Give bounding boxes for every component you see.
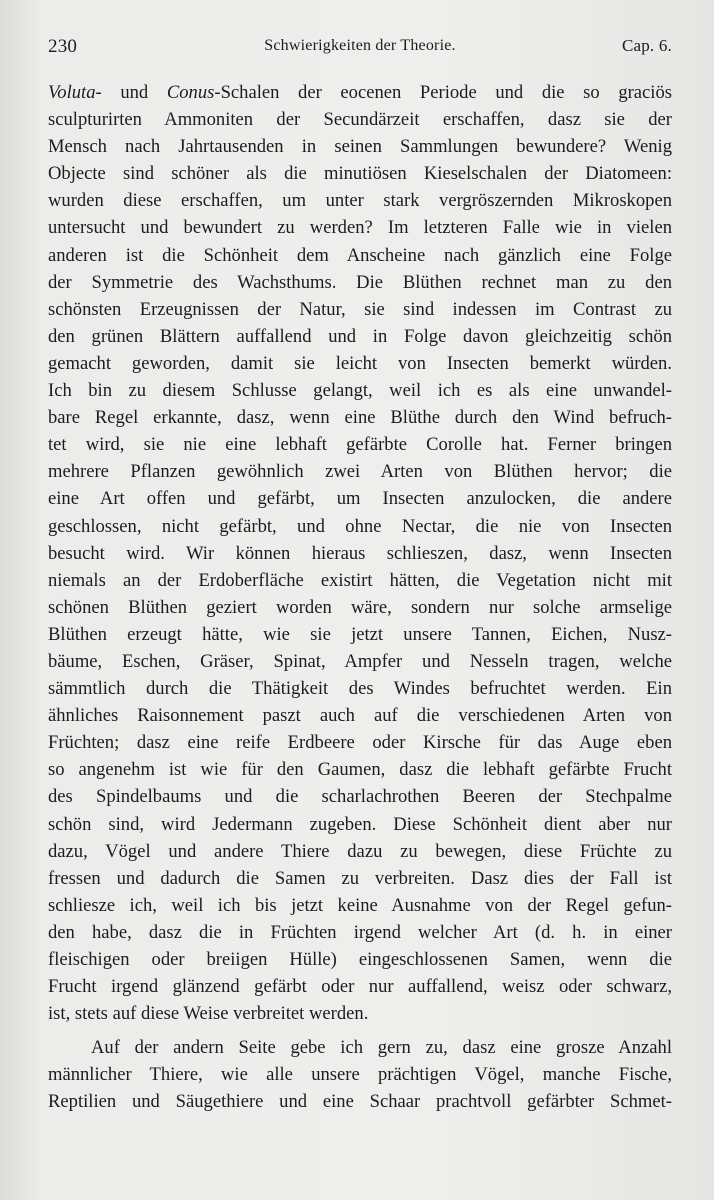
text-line: ist, stets auf diese Weise verbreitet werden.: [48, 1003, 369, 1025]
body-text: [48, 79, 672, 1116]
text-line: besucht wird. Wir können hieraus schlieszen, dasz, wenn Insecten: [48, 542, 672, 564]
text-line: sämmtlich durch die Thätigkeit des Windes befruchtet werden. Ein: [48, 678, 672, 700]
text-line: Objecte sind schöner als die minutiösen Kieselschalen der Diatomeen:: [48, 163, 672, 185]
text-line: bare Regel erkannte, dasz, wenn eine Blüthe durch den Wind befruch-: [48, 407, 672, 429]
text-line: gemacht geworden, damit sie leicht von Insecten bemerkt würden.: [48, 352, 672, 374]
text-line: des Spindelbaums und die scharlachrothen Beeren der Stechpalme: [48, 786, 672, 808]
text-line: schönsten Erzeugnissen der Natur, sie sind indessen im Contrast zu: [48, 298, 672, 320]
text-line: Mensch nach Jahrtausenden in seinen Sammlungen bewundere? Wenig: [48, 136, 672, 158]
page-number: 230: [48, 36, 78, 57]
text-line: den habe, dasz die in Früchten irgend welcher Art (d. h. in einer: [48, 921, 672, 943]
text-line: sculpturirten Ammoniten der Secundärzeit erschaffen, dasz sie der: [48, 109, 672, 131]
text-line: schön sind, wird Jedermann zugeben. Diese Schönheit dient aber nur: [48, 813, 672, 835]
text-line: Blüthen erzeugt hätte, wie sie jetzt unsere Tannen, Eichen, Nusz-: [48, 623, 672, 645]
paragraph-gap: [48, 1027, 672, 1034]
text-line: Auf der andern Seite gebe ich gern zu, dasz eine grosze Anzahl: [91, 1037, 672, 1059]
text-line: schliesze ich, weil ich bis jetzt keine Ausnahme von der Regel gefun-: [48, 894, 672, 916]
text-line: männlicher Thiere, wie alle unsere prächtigen Vögel, manche Fische,: [48, 1064, 672, 1086]
text-line: niemals an der Erdoberfläche existirt hätten, die Vegetation nicht mit: [48, 569, 672, 591]
paragraph: [48, 79, 672, 1027]
text-line: geschlossen, nicht gefärbt, und ohne Nectar, die nie von Insecten: [48, 515, 672, 537]
text-line: untersucht und bewundert zu werden? Im letzteren Falle wie in vielen: [48, 217, 672, 239]
text-line: fleischigen oder breiigen Hülle) eingeschlossenen Samen, wenn die: [48, 949, 672, 970]
chapter-label: Cap. 6.: [621, 36, 672, 55]
text-line: ähnliches Raisonnement paszt auch auf die verschiedenen Arten von: [48, 705, 672, 727]
paragraph: [48, 1034, 672, 1115]
text-line: schönen Blüthen geziert worden wäre, sondern nur solche armselige: [48, 596, 672, 618]
text-line: der Symmetrie des Wachsthums. Die Blüthen rechnet man zu den: [48, 271, 672, 293]
running-title: Schwierigkeiten der Theorie.: [264, 37, 456, 54]
text-line: fressen und dadurch die Samen zu verbreiten. Dasz dies der Fall ist: [48, 867, 672, 889]
text-line: anderen ist die Schönheit dem Anscheine nach gänzlich eine Folge: [48, 244, 672, 266]
text-line: mehrere Pflanzen gewöhnlich zwei Arten von Blüthen hervor; die: [48, 461, 672, 483]
text-line: Früchten; dasz eine reife Erdbeere oder Kirsche für das Auge eben: [48, 732, 672, 754]
text-line: wurden diese erschaffen, um unter stark vergröszernden Mikroskopen: [48, 190, 672, 212]
text-line: Ich bin zu diesem Schlusse gelangt, weil ich es als eine unwandel-: [48, 380, 672, 402]
text-line: bäume, Eschen, Gräser, Spinat, Ampfer und Nesseln tragen, welche: [48, 650, 672, 672]
text-line: tet wird, sie nie eine lebhaft gefärbte Corolle hat. Ferner bringen: [48, 434, 672, 456]
text-line: Frucht irgend glänzend gefärbt oder nur auffallend, weisz oder schwarz,: [48, 976, 672, 998]
text-line: Reptilien und Säugethiere und eine Schaar prachtvoll gefärbter Schmet-: [48, 1091, 672, 1113]
text-line: dazu, Vögel und andere Thiere dazu zu bewegen, diese Früchte zu: [48, 840, 672, 862]
italic-term: Voluta-: [48, 82, 102, 103]
text-line: so angenehm ist wie für den Gaumen, dasz die lebhaft gefärbte Frucht: [48, 759, 672, 781]
page-header: [48, 36, 672, 62]
text-line: Voluta- und Conus-Schalen der eocenen Periode und die so graciös: [48, 82, 672, 103]
italic-term: Conus-: [166, 82, 221, 103]
text-line: eine Art offen und gefärbt, um Insecten anzulocken, die andere: [48, 488, 672, 510]
text-line: den grünen Blättern auffallend und in Folge davon gleichzeitig schön: [48, 325, 672, 347]
